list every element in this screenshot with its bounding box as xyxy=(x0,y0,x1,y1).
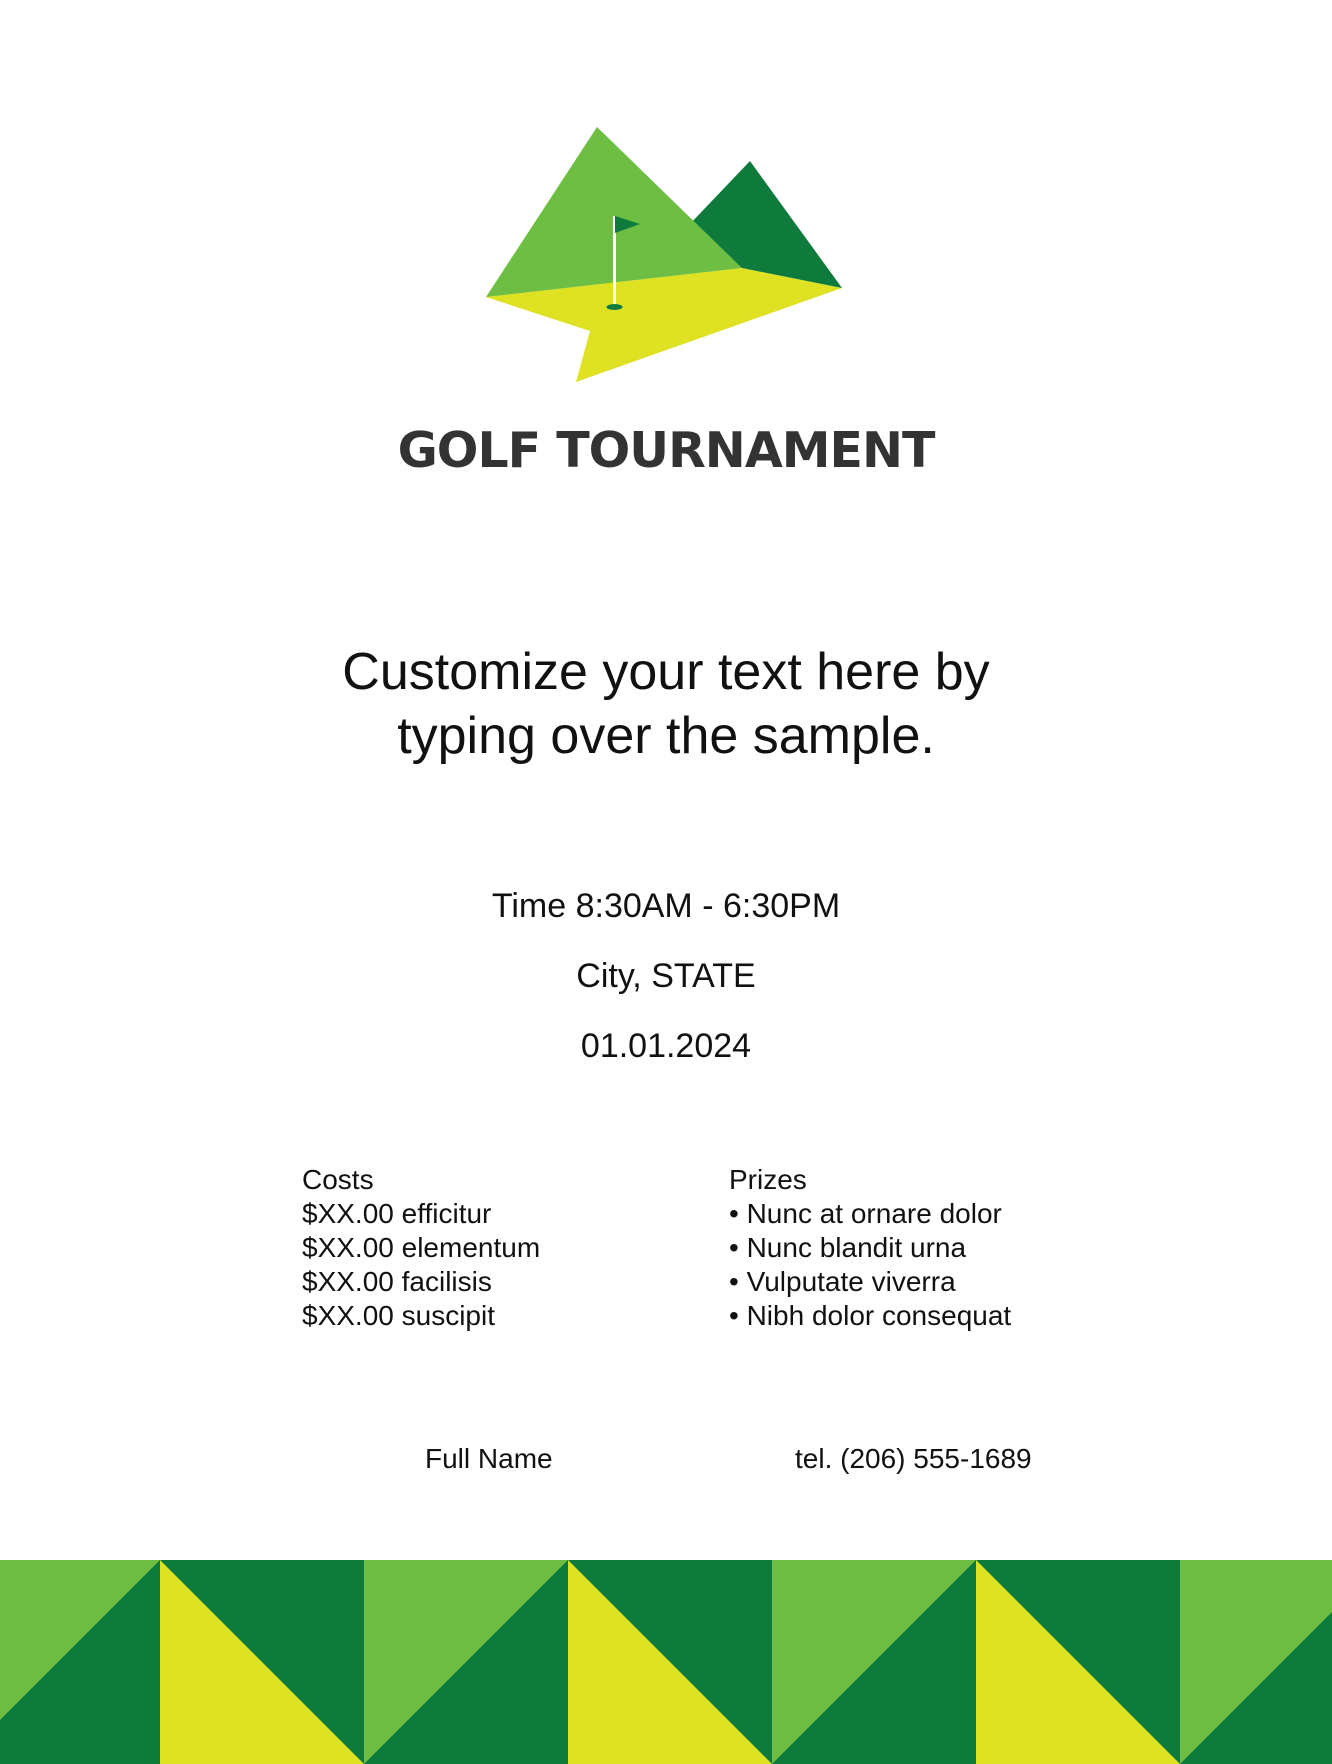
tagline-line-1: Customize your text here by xyxy=(342,643,990,701)
tagline xyxy=(0,640,1332,768)
event-date: 01.01.2024 xyxy=(580,1027,752,1065)
contact-phone: tel. (206) 555-1689 xyxy=(795,1443,1032,1474)
prize-item: • Nibh dolor consequat xyxy=(729,1300,1012,1331)
event-time: Time 8:30AM - 6:30PM xyxy=(491,887,841,925)
cost-item: $XX.00 facilisis xyxy=(302,1266,492,1297)
costs-heading: Costs xyxy=(302,1164,374,1195)
tagline-line-2: typing over the sample. xyxy=(397,707,935,765)
costs-section xyxy=(302,1163,540,1333)
golf-mountain-flag-logo xyxy=(486,123,842,385)
cost-item: $XX.00 elementum xyxy=(302,1232,541,1263)
event-details xyxy=(0,884,1332,1094)
contact-name: Full Name xyxy=(425,1443,553,1474)
cost-item: $XX.00 efficitur xyxy=(302,1198,492,1229)
prize-item: • Nunc blandit urna xyxy=(729,1232,967,1263)
event-location: City, STATE xyxy=(576,957,756,995)
prize-item: • Nunc at ornare dolor xyxy=(729,1198,1002,1229)
triangle-pattern-banner xyxy=(0,1560,1332,1764)
cost-item: $XX.00 suscipit xyxy=(302,1300,495,1331)
prizes-heading: Prizes xyxy=(729,1164,807,1195)
prizes-section xyxy=(729,1163,1011,1333)
page-title: GOLF TOURNAMENT xyxy=(397,422,935,479)
prize-item: • Vulputate viverra xyxy=(729,1266,956,1297)
